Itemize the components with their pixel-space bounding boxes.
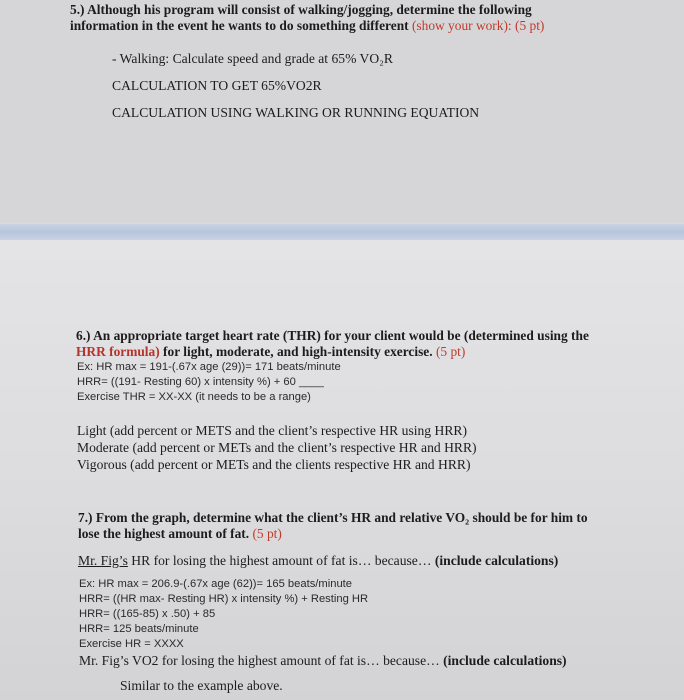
q6-line-2 [76, 344, 465, 360]
q7-vo2-statement [79, 653, 567, 669]
q7-mr-figs: Mr. Fig’s [78, 553, 128, 568]
q7-hr-statement [78, 553, 558, 569]
q7-vo2-include: (include calculations) [443, 653, 567, 668]
q7-example-hrmax: Ex: HR max = 206.9-(.67x age (62))= 165 beats/minute [79, 578, 352, 590]
q6-line-2-text: for light, moderate, and high-intensity exercise. [163, 344, 433, 359]
q5-show-work: (show your work): [411, 18, 512, 33]
q5-item-calc-equation: CALCULATION USING WALKING OR RUNNING EQUATION [112, 105, 480, 120]
q7-example-hrr-values: HRR= ((165-85) x .50) + 85 [79, 608, 216, 620]
q6-level-vigorous: Vigorous (add percent or METs and the clients respective HR and HRR) [77, 457, 471, 472]
q5-line-2 [70, 18, 544, 34]
q7-similar-note: Similar to the example above. [120, 678, 283, 693]
q6-example-hrr: HRR= ((191- Resting 60) x intensity %) + 60 ____ [77, 376, 324, 388]
q6-hrr-formula: HRR formula) [76, 344, 160, 359]
q5-item-walking: - Walking: Calculate speed and grade at 65% VO₂R [112, 51, 393, 66]
q7-hr-text: HR for losing the highest amount of fat is… because… [131, 553, 432, 568]
q7-hr-include: (include calculations) [434, 553, 559, 568]
q5-line-1: 5.) Although his program will consist of walking/jogging, determine the following [70, 2, 532, 17]
q7-points: (5 pt) [252, 526, 282, 541]
section-divider [0, 224, 684, 240]
q7-line-1: 7.) From the graph, determine what the client’s HR and relative VO₂ should be for him to [78, 510, 588, 525]
q7-example-hrr-formula: HRR= ((HR max- Resting HR) x intensity %) + Resting HR [79, 593, 369, 605]
q5-points: (5 pt) [515, 18, 545, 33]
q6-example-thr: Exercise THR = XX-XX (it needs to be a range) [77, 391, 311, 403]
q7-vo2-text: Mr. Fig’s VO2 for losing the highest amount of fat is… because… [79, 653, 440, 668]
q7-example-exercise-hr: Exercise HR = XXXX [79, 638, 184, 650]
q6-points: (5 pt) [435, 344, 466, 359]
q7-line-2-text: lose the highest amount of fat. [78, 526, 250, 541]
q7-line-2 [78, 526, 282, 542]
q6-line-1: 6.) An appropriate target heart rate (THR) for your client would be (determined using the [76, 328, 589, 343]
q7-example-hrr-result: HRR= 125 beats/minute [79, 623, 199, 635]
q5-item-calc-vo2r: CALCULATION TO GET 65%VO2R [112, 78, 322, 93]
q6-example-hrmax: Ex: HR max = 191-(.67x age (29))= 171 beats/minute [77, 361, 341, 373]
q6-level-light: Light (add percent or METS and the client’s respective HR using HRR) [77, 423, 467, 438]
q6-level-moderate: Moderate (add percent or METs and the client’s respective HR and HRR) [77, 440, 477, 455]
q5-line-2-text: information in the event he wants to do something different [70, 18, 409, 33]
